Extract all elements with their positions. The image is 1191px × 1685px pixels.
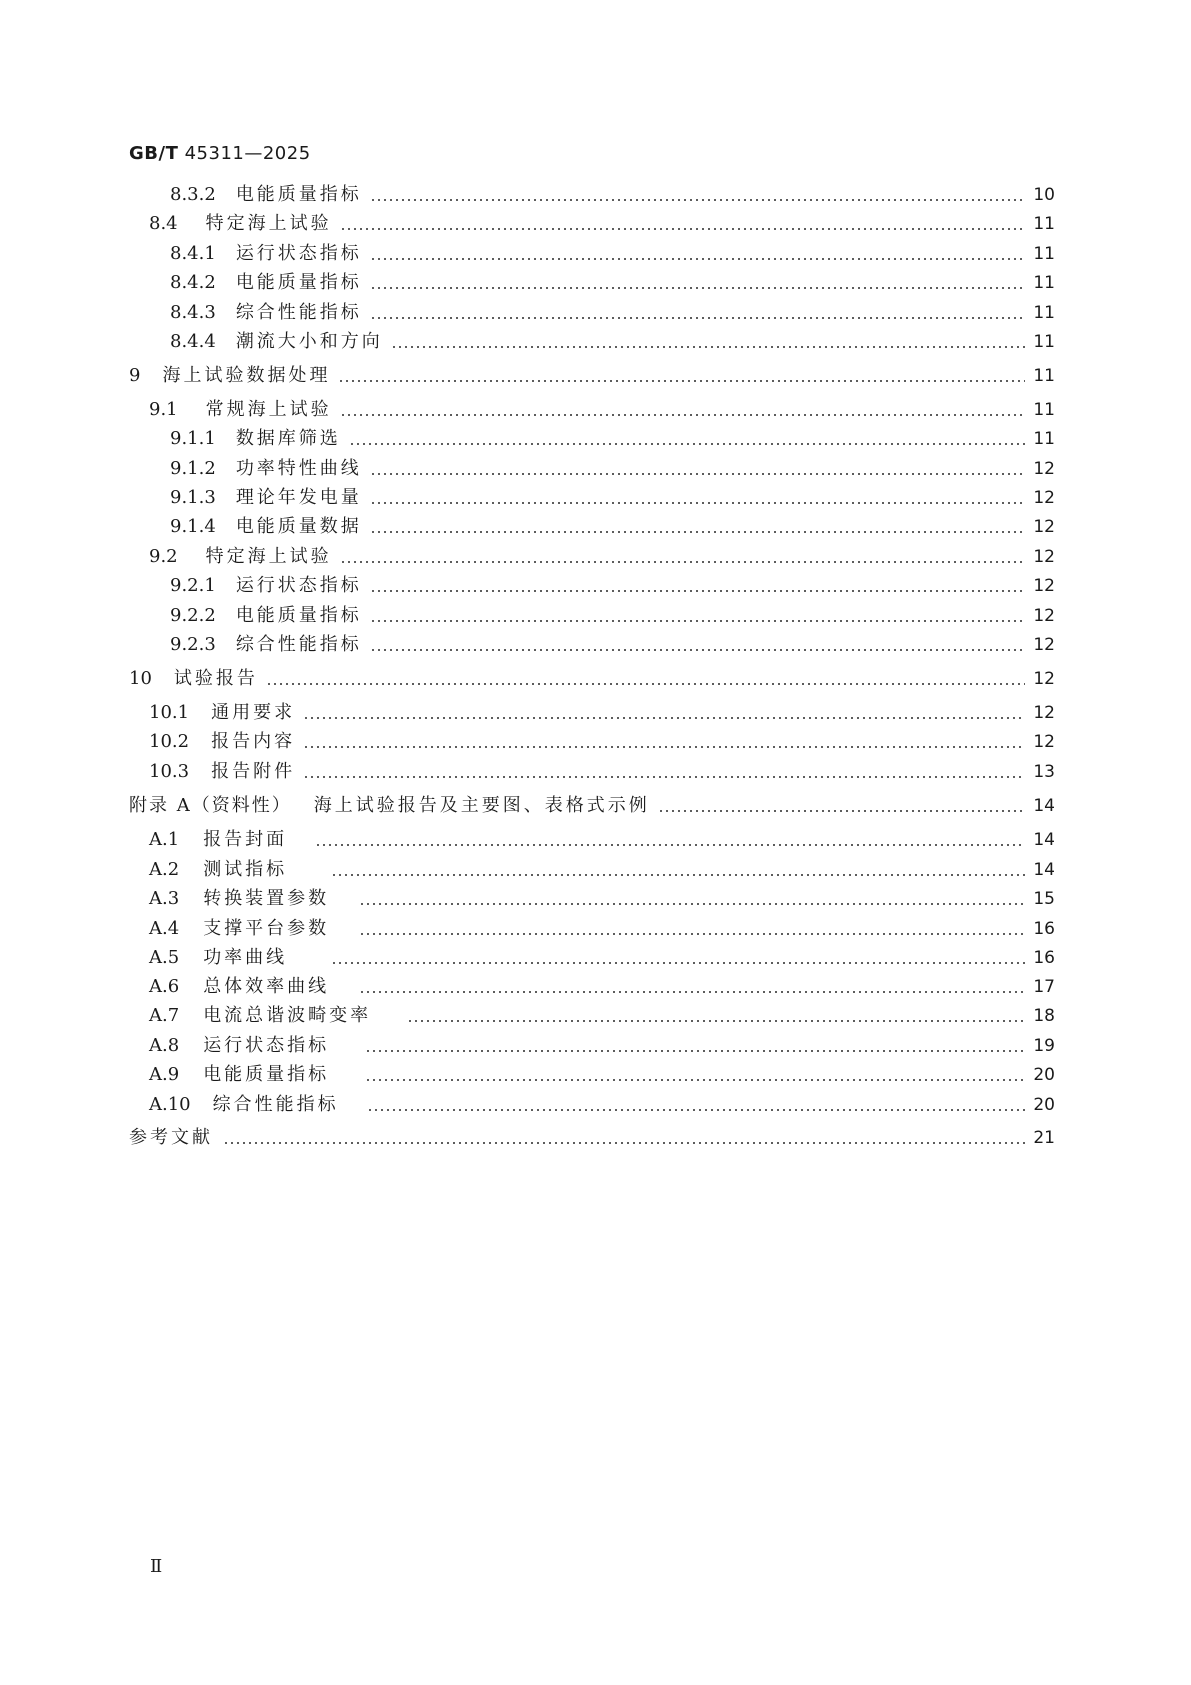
- toc-entry-number: 10: [129, 668, 152, 689]
- toc-entry[interactable]: [149, 397, 1055, 423]
- toc-entry[interactable]: [170, 632, 1055, 658]
- toc-dot-leader: [349, 443, 1025, 445]
- toc-entry-number: 8.4.1: [170, 243, 216, 264]
- toc-entry-title: 电能质量数据: [235, 516, 362, 537]
- toc-dot-leader: [331, 962, 1025, 964]
- toc-entry-number: 9.1.1: [170, 428, 216, 449]
- toc-entry-title: 报告附件: [211, 761, 296, 782]
- toc-entry-page: 16: [1033, 919, 1055, 939]
- toc-entry-title: 电能质量指标: [235, 272, 362, 293]
- toc-entry-number: 8.4.3: [170, 302, 216, 323]
- toc-entry[interactable]: [170, 329, 1055, 355]
- toc-entry-number: A.5: [149, 947, 180, 968]
- standard-number: 45311—2025: [184, 143, 311, 164]
- toc-entry-title: 运行状态指标: [235, 575, 362, 596]
- toc-entry-page: 20: [1033, 1065, 1055, 1085]
- toc-entry-title: 功率特性曲线: [235, 458, 362, 479]
- toc-entry-page: 11: [1033, 400, 1055, 420]
- toc-entry[interactable]: [149, 1062, 1055, 1088]
- toc-entry-title: 运行状态指标: [203, 1035, 330, 1056]
- toc-dot-leader: [340, 561, 1025, 563]
- toc-entry-number: 8.4.4: [170, 331, 216, 352]
- toc-entry[interactable]: [149, 1092, 1055, 1118]
- toc-entry-number: 10.1: [149, 702, 190, 723]
- toc-entry-number: 10.2: [149, 731, 190, 752]
- toc-entry[interactable]: [149, 544, 1055, 570]
- toc-entry-number: A.2: [149, 859, 180, 880]
- toc-dot-leader: [303, 746, 1025, 748]
- toc-entry-page: 12: [1033, 488, 1055, 508]
- toc-entry-number: 8.4: [149, 213, 178, 234]
- toc-entry-number: 附录 A（资料性）: [129, 795, 292, 816]
- toc-entry-page: 12: [1033, 576, 1055, 596]
- toc-entry-page: 11: [1033, 273, 1055, 293]
- toc-entry-number: 9.1.4: [170, 516, 216, 537]
- toc-entry-title: 测试指标: [203, 859, 288, 880]
- toc-entry[interactable]: [170, 485, 1055, 511]
- toc-entry-number: 9.1.3: [170, 487, 216, 508]
- toc-entry-number: 9.1.2: [170, 458, 216, 479]
- toc-dot-leader: [370, 473, 1025, 475]
- toc-entry-number: 8.3.2: [170, 184, 216, 205]
- toc-dot-leader: [370, 199, 1025, 201]
- toc-entry-number: 9.2.2: [170, 605, 216, 626]
- toc-entry-page: 18: [1033, 1006, 1055, 1026]
- toc-dot-leader: [370, 649, 1025, 651]
- toc-entry-page: 12: [1033, 732, 1055, 752]
- toc-entry-page: 14: [1033, 830, 1055, 850]
- toc-dot-leader: [266, 683, 1025, 685]
- toc-entry-title: 综合性能指标: [212, 1094, 339, 1115]
- toc-entry-page: 12: [1033, 606, 1055, 626]
- toc-entry-page: 12: [1033, 703, 1055, 723]
- toc-entry-title: 报告内容: [211, 731, 296, 752]
- toc-dot-leader: [331, 874, 1025, 876]
- toc-entry-page: 14: [1033, 860, 1055, 880]
- toc-entry-page: 12: [1033, 669, 1055, 689]
- toc-entry-title: 特定海上试验: [205, 546, 332, 567]
- toc-entry-page: 17: [1033, 977, 1055, 997]
- toc-entry-title: 特定海上试验: [205, 213, 332, 234]
- toc-entry[interactable]: [149, 945, 1055, 971]
- toc-entry-number: 8.4.2: [170, 272, 216, 293]
- toc-dot-leader: [303, 776, 1025, 778]
- toc-dot-leader: [370, 531, 1025, 533]
- toc-entry[interactable]: [170, 514, 1055, 540]
- toc-entry[interactable]: [170, 456, 1055, 482]
- toc-entry-number: A.3: [149, 888, 180, 909]
- toc-entry-number: A.10: [149, 1094, 191, 1115]
- toc-entry-page: 15: [1033, 889, 1055, 909]
- toc-entry-title: 试验报告: [173, 668, 258, 689]
- toc-entry-title: 电能质量指标: [235, 605, 362, 626]
- toc-entry[interactable]: [149, 211, 1055, 237]
- toc-entry[interactable]: [129, 363, 1055, 389]
- toc-entry[interactable]: [170, 241, 1055, 267]
- toc-entry-page: 12: [1033, 517, 1055, 537]
- toc-entry-title: 报告封面: [203, 829, 288, 850]
- document-header: [129, 143, 311, 164]
- toc-entry-title: 功率曲线: [203, 947, 288, 968]
- toc-entry-page: 19: [1033, 1036, 1055, 1056]
- toc-entry[interactable]: [170, 573, 1055, 599]
- toc-entry-number: A.7: [149, 1005, 180, 1026]
- toc-entry-title: 数据库筛选: [235, 428, 341, 449]
- toc-entry-title: 理论年发电量: [235, 487, 362, 508]
- toc-dot-leader: [391, 346, 1025, 348]
- toc-entry-title: 电流总谐波畸变率: [203, 1005, 372, 1026]
- toc-dot-leader: [223, 1142, 1025, 1144]
- toc-dot-leader: [365, 1050, 1025, 1052]
- toc-entry-page: 12: [1033, 459, 1055, 479]
- toc-entry[interactable]: [170, 426, 1055, 452]
- toc-entry-page: 20: [1033, 1095, 1055, 1115]
- toc-entry-page: 14: [1033, 796, 1055, 816]
- page-number: Ⅱ: [150, 1556, 163, 1577]
- toc-entry-number: 9.2.3: [170, 634, 216, 655]
- toc-entry-title: 电能质量指标: [235, 184, 362, 205]
- toc-entry-number: A.4: [149, 918, 180, 939]
- toc-entry-title: 潮流大小和方向: [235, 331, 383, 352]
- toc-dot-leader: [370, 287, 1025, 289]
- toc-dot-leader: [367, 1109, 1025, 1111]
- toc-entry-page: 11: [1033, 332, 1055, 352]
- toc-entry-page: 21: [1033, 1128, 1055, 1148]
- toc-entry-title: 支撑平台参数: [203, 918, 330, 939]
- toc-entry-page: 11: [1033, 303, 1055, 323]
- toc-dot-leader: [407, 1020, 1025, 1022]
- toc-entry[interactable]: [149, 1033, 1055, 1059]
- toc-dot-leader: [359, 933, 1025, 935]
- toc-entry[interactable]: [149, 857, 1055, 883]
- toc-entry-number: 9.1: [149, 399, 178, 420]
- toc-entry[interactable]: [149, 886, 1055, 912]
- toc-dot-leader: [359, 991, 1025, 993]
- toc-entry-page: 11: [1033, 244, 1055, 264]
- toc-entry-title: 综合性能指标: [235, 634, 362, 655]
- toc-entry-page: 11: [1033, 429, 1055, 449]
- toc-entry-title: 转换装置参数: [203, 888, 330, 909]
- toc-entry-title: 综合性能指标: [235, 302, 362, 323]
- toc-entry-number: 10.3: [149, 761, 190, 782]
- toc-entry-page: 11: [1033, 366, 1055, 386]
- toc-dot-leader: [370, 258, 1025, 260]
- toc-entry[interactable]: [170, 182, 1055, 208]
- toc-dot-leader: [315, 844, 1025, 846]
- toc-dot-leader: [340, 228, 1025, 230]
- toc-entry-number: A.1: [149, 829, 180, 850]
- toc-entry[interactable]: [170, 603, 1055, 629]
- toc-entry-page: 16: [1033, 948, 1055, 968]
- toc-entry-number: 9.2: [149, 546, 178, 567]
- toc-entry[interactable]: [149, 729, 1055, 755]
- toc-dot-leader: [370, 502, 1025, 504]
- toc-entry-number: A.9: [149, 1064, 180, 1085]
- toc-entry-title: 运行状态指标: [235, 243, 362, 264]
- toc-entry-page: 11: [1033, 214, 1055, 234]
- toc-entry-number: A.8: [149, 1035, 180, 1056]
- standard-prefix: GB/T: [129, 143, 179, 164]
- toc-entry-title: 电能质量指标: [203, 1064, 330, 1085]
- toc-entry-page: 10: [1033, 185, 1055, 205]
- toc-entry[interactable]: [149, 974, 1055, 1000]
- toc-entry[interactable]: [170, 300, 1055, 326]
- toc-dot-leader: [370, 590, 1025, 592]
- toc-entry-title: 总体效率曲线: [203, 976, 330, 997]
- toc-dot-leader: [370, 620, 1025, 622]
- toc-dot-leader: [658, 810, 1025, 812]
- toc-entry-page: 12: [1033, 635, 1055, 655]
- toc-dot-leader: [340, 414, 1025, 416]
- toc-entry-references[interactable]: [129, 1125, 1055, 1151]
- toc-entry[interactable]: [149, 827, 1055, 853]
- toc-entry[interactable]: [149, 700, 1055, 726]
- toc-entry[interactable]: [129, 666, 1055, 692]
- toc-entry[interactable]: [149, 1003, 1055, 1029]
- toc-dot-leader: [365, 1079, 1025, 1081]
- toc-entry[interactable]: [170, 270, 1055, 296]
- toc-entry-number: 9: [129, 365, 141, 386]
- toc-entry-page: 12: [1033, 547, 1055, 567]
- toc-entry[interactable]: [149, 916, 1055, 942]
- toc-entry[interactable]: [149, 759, 1055, 785]
- toc-entry-title: 常规海上试验: [205, 399, 332, 420]
- toc-entry-number: 9.2.1: [170, 575, 216, 596]
- toc-entry-title: 参考文献: [129, 1127, 213, 1148]
- toc-dot-leader: [359, 903, 1025, 905]
- toc-dot-leader: [338, 380, 1025, 382]
- toc-entry-number: A.6: [149, 976, 180, 997]
- toc-entry-page: 13: [1033, 762, 1055, 782]
- toc-entry-title: 海上试验数据处理: [162, 365, 331, 386]
- toc-entry-title: 海上试验报告及主要图、表格式示例: [313, 795, 650, 816]
- toc-entry-appendix[interactable]: [129, 793, 1055, 819]
- toc-dot-leader: [303, 717, 1025, 719]
- toc-entry-title: 通用要求: [211, 702, 296, 723]
- toc-dot-leader: [370, 317, 1025, 319]
